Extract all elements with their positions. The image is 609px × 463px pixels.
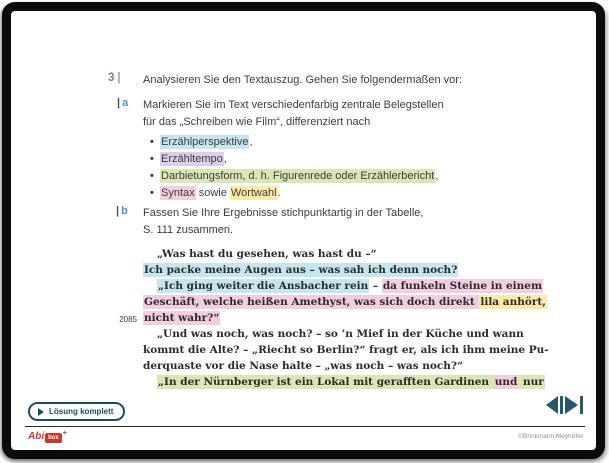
excerpt-line: [143, 294, 549, 310]
subtask-b-line-1: Fassen Sie Ihre Ergebnisse stichpunktartig in der Tabelle,: [143, 207, 424, 219]
excerpt-line: [143, 246, 549, 262]
task-number-divider: |: [117, 72, 121, 84]
subtask-a-line-2: für das „Schreiben wie Film“, differenziert nach: [143, 116, 371, 128]
excerpt-line: [143, 326, 549, 342]
logo-box-text: box: [45, 433, 62, 443]
task-instruction: Analysieren Sie den Textauszug. Gehen Sie folgendermaßen vor:: [143, 74, 462, 86]
highlight-pink: Geschäft, welche heißen Amethyst, was sich doch direkt: [144, 296, 479, 308]
criteria-bullet-list: [150, 134, 438, 202]
next-page-bar-icon[interactable]: [580, 396, 583, 414]
excerpt-line: [143, 358, 549, 374]
subtask-b-marker: [116, 205, 128, 217]
highlight-pink: und: [494, 376, 518, 388]
subtask-a-line-1: Markieren Sie im Text verschiedenfarbig zentrale Belegstellen: [143, 99, 444, 111]
highlight-green: „In der Nürnberger ist ein Lokal mit gerafften Gardinen: [158, 376, 493, 388]
subtask-b-letter: b: [121, 205, 128, 217]
logo-plus-icon: +: [62, 430, 67, 437]
highlight-green: Darbietungsform, d. h. Figurenrede oder Erzählerbericht: [161, 170, 435, 182]
plain-text: ,: [435, 170, 439, 182]
next-page-icon[interactable]: [565, 396, 578, 414]
logo-abi-text: Abi: [28, 431, 45, 442]
bullet-dot: •: [150, 170, 154, 182]
text-excerpt: [119, 246, 549, 390]
excerpt-line: [119, 310, 549, 326]
bullet-dot: •: [150, 153, 154, 165]
plain-text: „Was hast du gesehen, was hast du –“: [157, 248, 377, 260]
highlight-pink: Syntax: [161, 187, 195, 199]
copyright-text: ©Brinkmann.Meyhöfer: [518, 433, 583, 440]
plain-text: .: [277, 187, 281, 199]
highlight-yellow: Wortwahl: [230, 187, 277, 199]
play-icon: [38, 408, 44, 416]
highlight-pink: nicht wahr?“: [144, 312, 220, 324]
subtask-b-text: [143, 205, 423, 239]
subtask-a-pipe: |: [117, 97, 121, 109]
abibox-logo: [28, 431, 67, 443]
plain-text: derquaste vor die Nase halte – „was noch – was noch?“: [143, 360, 464, 372]
highlight-cyan: „Ich ging weiter die Ansbacher rein: [158, 280, 369, 292]
footer-divider: [25, 426, 585, 427]
subtask-a-text: [143, 97, 444, 131]
bullet-item: [150, 151, 438, 168]
previous-page-bar-icon[interactable]: [560, 396, 563, 414]
plain-text: kommt die Alte? – „Riecht so Berlin?“ fragt er, als ich ihm meine Pu-: [143, 344, 549, 356]
previous-page-icon[interactable]: [546, 396, 558, 414]
excerpt-line: [143, 278, 549, 294]
line-number: 2085: [119, 315, 137, 324]
task-number: [108, 72, 121, 84]
task-number-value: 3: [108, 72, 115, 84]
bullet-item: [150, 168, 438, 185]
plain-text: sowie: [195, 187, 230, 199]
highlight-yellow: lila anhört,: [480, 296, 546, 308]
plain-text: „Und was noch, was noch? – so ’n Mief in der Küche und wann: [157, 328, 524, 340]
bullet-dot: •: [150, 136, 154, 148]
bullet-item: [150, 134, 438, 151]
subtask-a-marker: [117, 97, 128, 109]
excerpt-line: [143, 342, 549, 358]
excerpt-line: [143, 374, 549, 390]
solution-complete-button[interactable]: [28, 402, 125, 421]
highlight-purple: Erzähltempo: [161, 153, 223, 165]
excerpt-line: [143, 262, 549, 278]
highlight-cyan: Erzählperspektive: [161, 136, 249, 148]
plain-text: –: [369, 280, 382, 292]
plain-text: ,: [223, 153, 227, 165]
bullet-item: [150, 185, 438, 202]
subtask-a-letter: a: [122, 97, 129, 109]
bullet-dot: •: [150, 187, 154, 199]
subtask-b-pipe: |: [116, 205, 120, 217]
page-navigation: [546, 396, 583, 414]
subtask-b-line-2: S. 111 zusammen.: [143, 224, 234, 236]
solution-button-label: Lösung komplett: [49, 407, 114, 416]
plain-text: ,: [249, 136, 253, 148]
highlight-green: nur: [519, 376, 544, 388]
highlight-pink: da funkeln Steine in einem: [382, 280, 543, 292]
highlight-cyan: Ich packe meine Augen aus – was sah ich denn noch?: [144, 264, 458, 276]
